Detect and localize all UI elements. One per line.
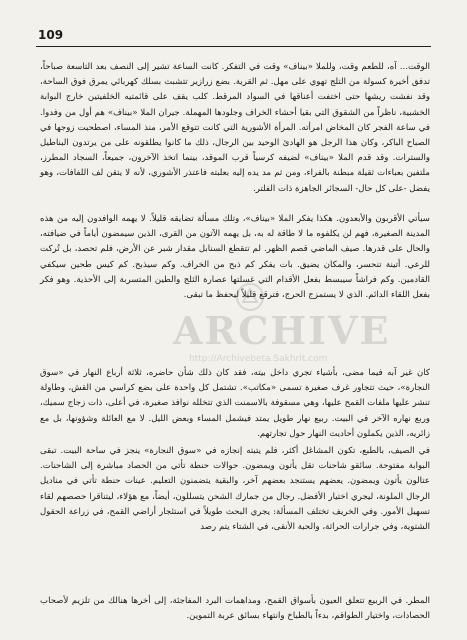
header-rule <box>36 46 431 47</box>
paragraph-5 <box>40 594 430 624</box>
paragraph-4 <box>40 444 430 535</box>
paragraph-3 <box>40 366 430 442</box>
paragraph-text: الوقت... آه، للطعم وقت، وللملا «بيناف» وقت في التفكر. كانت الساعة تشير إلى النصف بعد التاسعة صباحاً، تدفق أخيرة كسولة من التلج تهوي على مهل. ثم القرية. بضع زرازير تتشبث بسلك كهربائي يمرق فوق الساحة، وقد نفشت ريشها حتى اختفت أعناقها في السواد المرقط. كلب يقف على قائمتيه الخلفيتين خارج البوابة الخشبية، ناظراً من الشقوق التي بقيا أحشاء الخراف وجلودها المهملة. جيران الملا «بيناف» هم أول من وفدوا. في ساعة الفجر كان المخاض امرأته. المرأة الأشورية التي كانت تتوقع الأمر، منذ المساء، اصطحبت زوجها في الصباح الباكر، وكان هذا الرجل هو الهادئ الوحيد بين الرجال، ذلك ما كانوا يطلقونه على من يرتدون البناطيل والسترات. وقد قدم الملا «بيناف» لضيفه كرسياً قرب الموقد، بينما اتخذ الآخرون، جميعاً، السجاد المطرز، ملتفين بعباءات ثقيلة مبطنة بالفراء، ومن ثم مد يده إليه بعلبته فاعتذر الأشوري، لأنه لا يتقن لف اللفافات، وهو يفضل -على كل حال- السجائر الجاهزة ذات الفلتر. <box>40 62 430 194</box>
watermark-url: http://Archivebeta.Sakhrit.com <box>189 354 328 364</box>
paragraph-text: المطر. في الربيع تتعلق العيون بأسواق القمح، ومداهمات البرد المفاجئة، إلى أخرها هنالك من تلزيم لأصحاب الحصادات، واختيار الطواقم، بدءاً بالطباخ وانتهاء بسائق عربة التموين. <box>40 596 430 622</box>
paragraph-text: في الصيف، بالطبع، تكون المشاغل أكثر، فلم يتبته إنجازه في «سوق النجارة» ينجز في ساحة البيت. تبقى البوابة مفتوحة. سائقو شاحنات تقل يأتون ويمضون. حوالات حنطة تأتي من الحصاد مباشرة إلى الشاحنات. عتالون يأتون ويمضون. يعضهم يستنجد بعضهم آخر، والبقية يتضمنون التعليم. عينات حنطة تأتي في مناديل الرجال الملونة، ليجري اختيار الأفضل. رجال من جمارك الشحن يتسللون، أيضاً، مع هؤلاء، ليتناقرا حصصهم لقاء تسهيل الأمور. وفي الخريف تختلف المسألة: يجري البحث طويلاً في استئجار أراضي القمح، في زراعة الحقول الشتوية، وفي جرارات الحراثة، والحبة الأنقى، في الشتاء يتم رصد <box>40 446 430 533</box>
paragraph-text: كان غير آبه فيما مضى، بأشياء تجري داخل بيته، فقد كان ذلك شأن حاضره، ثلاثة أرباع النهار في «سوق النجارة»، حيث تتجاور غرف صغيرة تسمى «مكاتب». تشتمل كل واحدة على بضع كراسي من القش، وطاولة تنشر عليها ملفات القمح عليها، وهي مسقوفة بالاسمنت الذي تتخلله نوافذ صغيرة، في أعلى، ذات زجاج سميك، وربع نهاره الآخر في البيت. ربيع نهار طويل يمتد فيشمل المساء وبعض الليل. لا مع العائلة وشؤونها، بل مع زائريه، الذين يكملون أحاديث النهار حول تجارتهم. <box>40 368 430 439</box>
paragraph-2 <box>40 212 430 303</box>
watermark-title: ARCHIVE <box>173 308 391 353</box>
page-number: 109 <box>38 28 64 42</box>
paragraph-text: سيأتي الأقربون والأبعدون. هكذا يفكر الملا «بيناف»، وتلك مسألة تضايقه قليلاً. لا يهمه الوافدون إليه من هذه المدينة الصغيرة، فهم لن يكلفوه ما لا طاقة له به، بل يهمه الآتون من القرى، الذين سيمضون أياماً في ضيافته، والحال على قدرها. صيف الماضي قصم الظهر. لم تتقطع السنابل مقدار شبر عن الأرض، فلم تحصد، بل تُركت للرعي. أتينة تنحسر، والمكان يضيق. بات يفكر كم ذبح من الخراف. وكم سيذبح. كم كيس طحين سيكفي القادمين. وكم فراشاً سيبسط بفعل الأقدام التي غسلتها عصارة الثلج والطين المتسربة إلى الأحذية. وهو فكر بفعل اللقاء الدائم. الذي لا يستمزج الحرج، فترقع قليلاً ليحفظ ما تبقى. <box>40 214 430 301</box>
paragraph-1 <box>40 60 430 197</box>
